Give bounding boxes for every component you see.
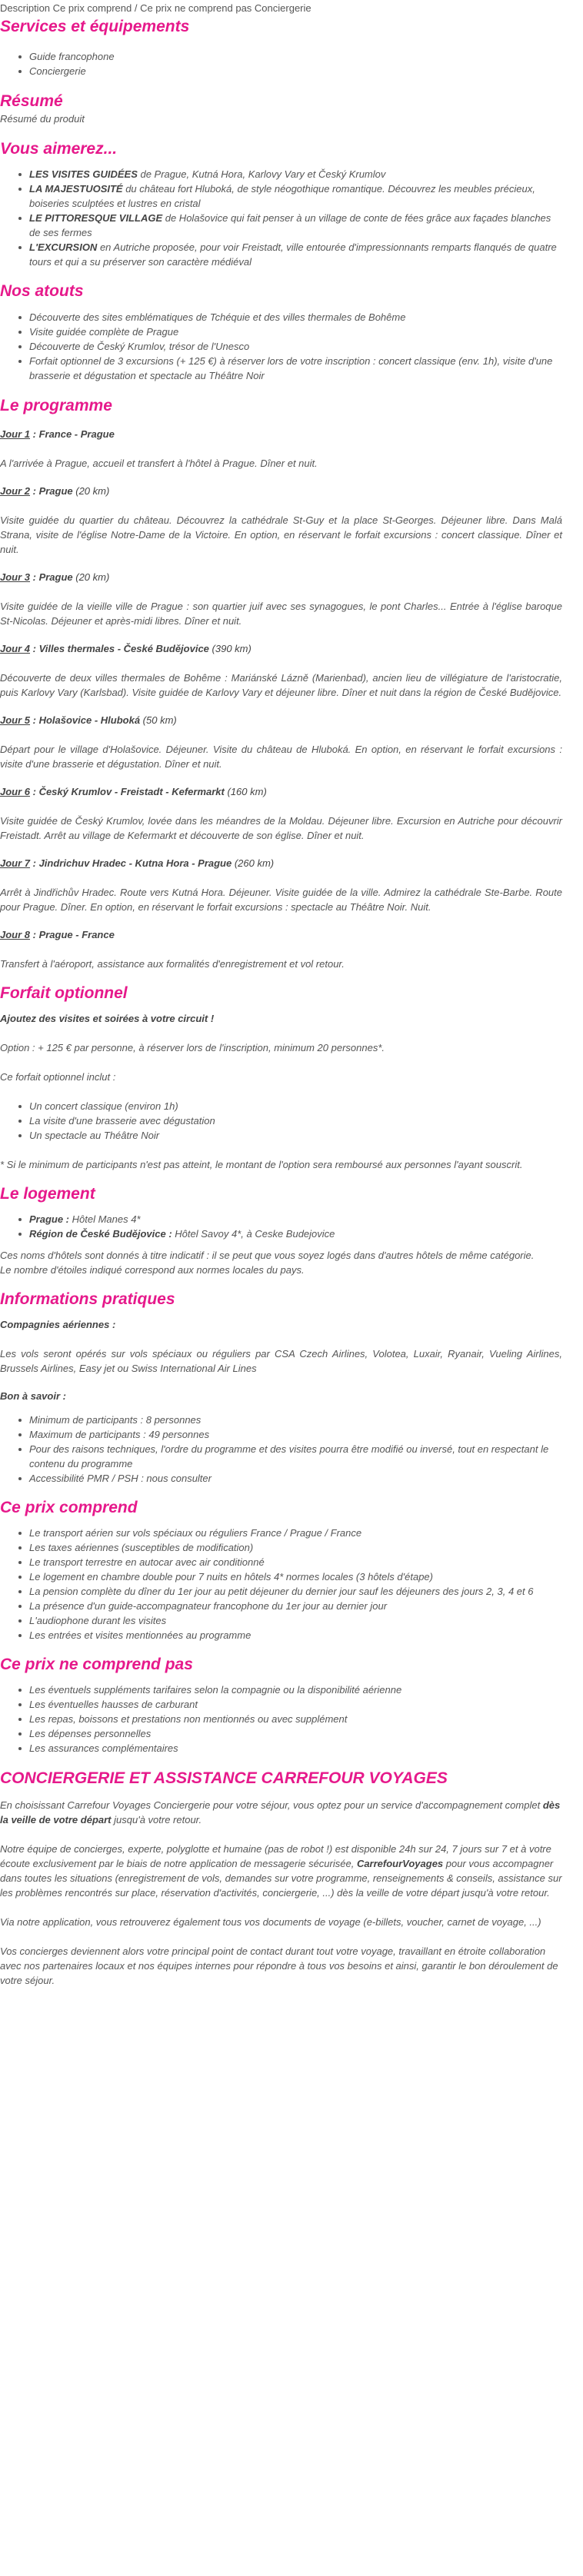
- logement-note-2: Le nombre d'étoiles indiqué correspond aux normes locales du pays.: [0, 1264, 305, 1276]
- list-item: Visite guidée complète de Prague: [29, 324, 562, 339]
- list-item: La visite d'une brasserie avec dégustation: [29, 1113, 562, 1128]
- list-item: Un spectacle au Théâtre Noir: [29, 1128, 562, 1143]
- list-item: LES VISITES GUIDÉES de Prague, Kutná Hora, Karlovy Vary et Český Krumlov: [29, 167, 562, 181]
- list-item: Les repas, boissons et prestations non mentionnés ou avec supplément: [29, 1712, 562, 1726]
- list-item: Découverte des sites emblématiques de Tchéquie et des villes thermales de Bohême: [29, 310, 562, 324]
- list-item: Les dépenses personnelles: [29, 1726, 562, 1741]
- list-item: L'EXCURSION en Autriche proposée, pour voir Freistadt, ville entourée d'impressionnants remparts flanqués de quatre tours et qui a su préserver son caractère médiéval: [29, 240, 562, 269]
- day-7-text: Arrêt à Jindřichův Hradec. Route vers Kutná Hora. Déjeuner. Visite guidée de la ville. Admirez la cathédrale Ste-Barbe. Route pour Prague. Dîner. En option, en réservant le forfait excursions : spectacle au Théâtre Noir. Nuit.: [0, 887, 562, 913]
- list-item: Les assurances complémentaires: [29, 1741, 562, 1756]
- day-2-title: Jour 2 : Prague (20 km): [0, 485, 110, 497]
- comprend-title: Ce prix comprend: [0, 1499, 138, 1516]
- ne-comprend-list: [0, 1682, 562, 1756]
- list-item: Un concert classique (environ 1h): [29, 1099, 562, 1113]
- day-4-title: Jour 4 : Villes thermales - České Budějovice (390 km): [0, 643, 252, 654]
- day-1-title: Jour 1 : France - Prague: [0, 428, 115, 440]
- forfait-note: * Si le minimum de participants n'est pas atteint, le montant de l'option sera remboursé aux personnes l'ayant souscrit.: [0, 1159, 523, 1170]
- pratiques-title: Informations pratiques: [0, 1290, 175, 1308]
- day-4-text: Découverte de deux villes thermales de Bohême : Mariánské Lázně (Marienbad), ancien lieu de villégiature de l'aristocratie, puis Karlovy Vary (Karlsbad). Visite guidée de Karlovy Vary et déjeuner libre. Dîner et nuit dans la région de České Budějovice.: [0, 672, 562, 698]
- atouts-title: Nos atouts: [0, 282, 84, 300]
- description-tabs-line: Description Ce prix comprend / Ce prix ne comprend pas Conciergerie: [0, 2, 311, 14]
- services-list: [0, 49, 562, 78]
- forfait-title: Forfait optionnel: [0, 984, 128, 1002]
- conciergerie-team: Notre équipe de concierges, experte, polyglotte et humaine (pas de robot !) est disponible 24h sur 24, 7 jours sur 7 et à votre écoute exclusivement par le biais de notre application de messagerie sécurisée, CarrefourVoyages pour vous accompagner dans toutes les situations (enregistrement de vols, demandes sur votre programme, renseignements & conseils, assistance sur les problèmes rencontrés sur place, réservation d'activités, conciergerie, ...) dès la veille de votre départ jusqu'à votre retour.: [0, 1843, 562, 1899]
- services-title: Services et équipements: [0, 18, 190, 35]
- day-2-text: Visite guidée du quartier du château. Découvrez la cathédrale St-Guy et la place St-Georges. Déjeuner libre. Dans Malá Strana, visite de l'église Notre-Dame de la Victoire. En option, en réservant le forfait excursions : concert classique. Dîner et nuit.: [0, 514, 562, 555]
- savoir-list: [0, 1413, 562, 1486]
- list-item: Conciergerie: [29, 64, 562, 78]
- savoir-label: Bon à savoir :: [0, 1390, 66, 1402]
- day-3-title: Jour 3 : Prague (20 km): [0, 571, 110, 583]
- logement-note-1: Ces noms d'hôtels sont donnés à titre indicatif : il se peut que vous soyez logés dans d'autres hôtels de même catégorie.: [0, 1250, 535, 1261]
- list-item: Découverte de Český Krumlov, trésor de l'Unesco: [29, 339, 562, 354]
- resume-title: Résumé: [0, 92, 63, 110]
- day-7-title: Jour 7 : Jindrichuv Hradec - Kutna Hora - Prague (260 km): [0, 857, 275, 869]
- list-item: Le logement en chambre double pour 7 nuits en hôtels 4* normes locales (3 hôtels d'étape): [29, 1569, 562, 1584]
- forfait-subtitle: Ajoutez des visites et soirées à votre circuit !: [0, 1013, 215, 1024]
- day-8-title: Jour 8 : Prague - France: [0, 929, 115, 940]
- list-item: Accessibilité PMR / PSH : nous consulter: [29, 1471, 562, 1486]
- list-item: Région de České Budějovice : Hôtel Savoy 4*, à Ceske Budejovice: [29, 1226, 562, 1241]
- list-item: Les éventuelles hausses de carburant: [29, 1697, 562, 1712]
- logement-title: Le logement: [0, 1185, 95, 1203]
- forfait-list: [0, 1099, 562, 1143]
- list-item: Minimum de participants : 8 personnes: [29, 1413, 562, 1427]
- aimerez-list: [0, 167, 562, 269]
- comprend-list: [0, 1526, 562, 1642]
- ne-comprend-title: Ce prix ne comprend pas: [0, 1656, 193, 1673]
- forfait-inclut: Ce forfait optionnel inclut :: [0, 1071, 116, 1083]
- aimerez-title: Vous aimerez...: [0, 140, 118, 158]
- list-item: Guide francophone: [29, 49, 562, 64]
- list-item: La présence d'un guide-accompagnateur francophone du 1er jour au dernier jour: [29, 1599, 562, 1613]
- list-item: Maximum de participants : 49 personnes: [29, 1427, 562, 1442]
- list-item: L'audiophone durant les visites: [29, 1613, 562, 1628]
- day-6-title: Jour 6 : Český Krumlov - Freistadt - Kefermarkt (160 km): [0, 786, 267, 797]
- day-6-text: Visite guidée de Český Krumlov, lovée dans les méandres de la Moldau. Déjeuner libre. Excursion en Autriche pour découvrir Freistadt. Arrêt au village de Kefermarkt et découverte de son église. Dîner et nuit.: [0, 815, 562, 841]
- list-item: Pour des raisons techniques, l'ordre du programme et des visites pourra être modifié ou inversé, tout en respectant le contenu du programme: [29, 1442, 562, 1471]
- list-item: LA MAJESTUOSITÉ du château fort Hluboká, de style néogothique romantique. Découvrez les meubles précieux, boiseries sculptées et lustres en cristal: [29, 181, 562, 211]
- list-item: Le transport aérien sur vols spéciaux ou réguliers France / Prague / France: [29, 1526, 562, 1540]
- day-1-text: A l'arrivée à Prague, accueil et transfert à l'hôtel à Prague. Dîner et nuit.: [0, 458, 318, 469]
- list-item: Prague : Hôtel Manes 4*: [29, 1212, 562, 1226]
- conciergerie-title: CONCIERGERIE ET ASSISTANCE CARREFOUR VOYAGES: [0, 1769, 448, 1787]
- conciergerie-contact: Vos concierges deviennent alors votre principal point de contact durant tout votre voyage, travaillant en étroite collaboration avec nos partenaires locaux et nos équipes internes pour répondre à tous vos besoins et ainsi, garantir le bon déroulement de votre séjour.: [0, 1945, 558, 1986]
- resume-text: Résumé du produit: [0, 113, 85, 125]
- day-5-text: Départ pour le village d'Holašovice. Déjeuner. Visite du château de Hluboká. En option, en réservant le forfait excursions : visite d'une brasserie et dégustation. Dîner et nuit.: [0, 744, 562, 770]
- forfait-option: Option : + 125 € par personne, à réserver lors de l'inscription, minimum 20 personnes*.: [0, 1042, 385, 1053]
- list-item: LE PITTORESQUE VILLAGE de Holašovice qui fait penser à un village de conte de fées grâce aux façades blanches de ses fermes: [29, 211, 562, 240]
- list-item: Forfait optionnel de 3 excursions (+ 125 €) à réserver lors de votre inscription : concert classique (env. 1h), visite d'une brasserie et dégustation et spectacle au Théâtre Noir: [29, 354, 562, 383]
- list-item: Les éventuels suppléments tarifaires selon la compagnie ou la disponibilité aérienne: [29, 1682, 562, 1697]
- compagnies-label: Compagnies aériennes :: [0, 1319, 116, 1330]
- conciergerie-intro: En choisissant Carrefour Voyages Conciergerie pour votre séjour, vous optez pour un service d'accompagnement complet dès la veille de votre départ jusqu'à votre retour.: [0, 1799, 561, 1825]
- day-3-text: Visite guidée de la vieille ville de Prague : son quartier juif avec ses synagogues, le pont Charles... Entrée à l'église baroque St-Nicolas. Déjeuner et après-midi libres. Dîner et nuit.: [0, 601, 562, 627]
- atouts-list: [0, 310, 562, 383]
- list-item: Les taxes aériennes (susceptibles de modification): [29, 1540, 562, 1555]
- programme-title: Le programme: [0, 397, 112, 414]
- compagnies-text: Les vols seront opérés sur vols spéciaux ou réguliers par CSA Czech Airlines, Volotea, Luxair, Ryanair, Vueling Airlines, Brussels Airlines, Easy jet ou Swiss International Air Lines: [0, 1348, 562, 1374]
- list-item: Les entrées et visites mentionnées au programme: [29, 1628, 562, 1642]
- conciergerie-app: Via notre application, vous retrouverez également tous vos documents de voyage (e-billets, voucher, carnet de voyage, ...): [0, 1916, 541, 1928]
- day-8-text: Transfert à l'aéroport, assistance aux formalités d'enregistrement et vol retour.: [0, 958, 345, 970]
- logement-list: [0, 1212, 562, 1241]
- list-item: La pension complète du dîner du 1er jour au petit déjeuner du dernier jour sauf les déjeuners des jours 2, 3, 4 et 6: [29, 1584, 562, 1599]
- day-5-title: Jour 5 : Holašovice - Hluboká (50 km): [0, 714, 177, 726]
- list-item: Le transport terrestre en autocar avec air conditionné: [29, 1555, 562, 1569]
